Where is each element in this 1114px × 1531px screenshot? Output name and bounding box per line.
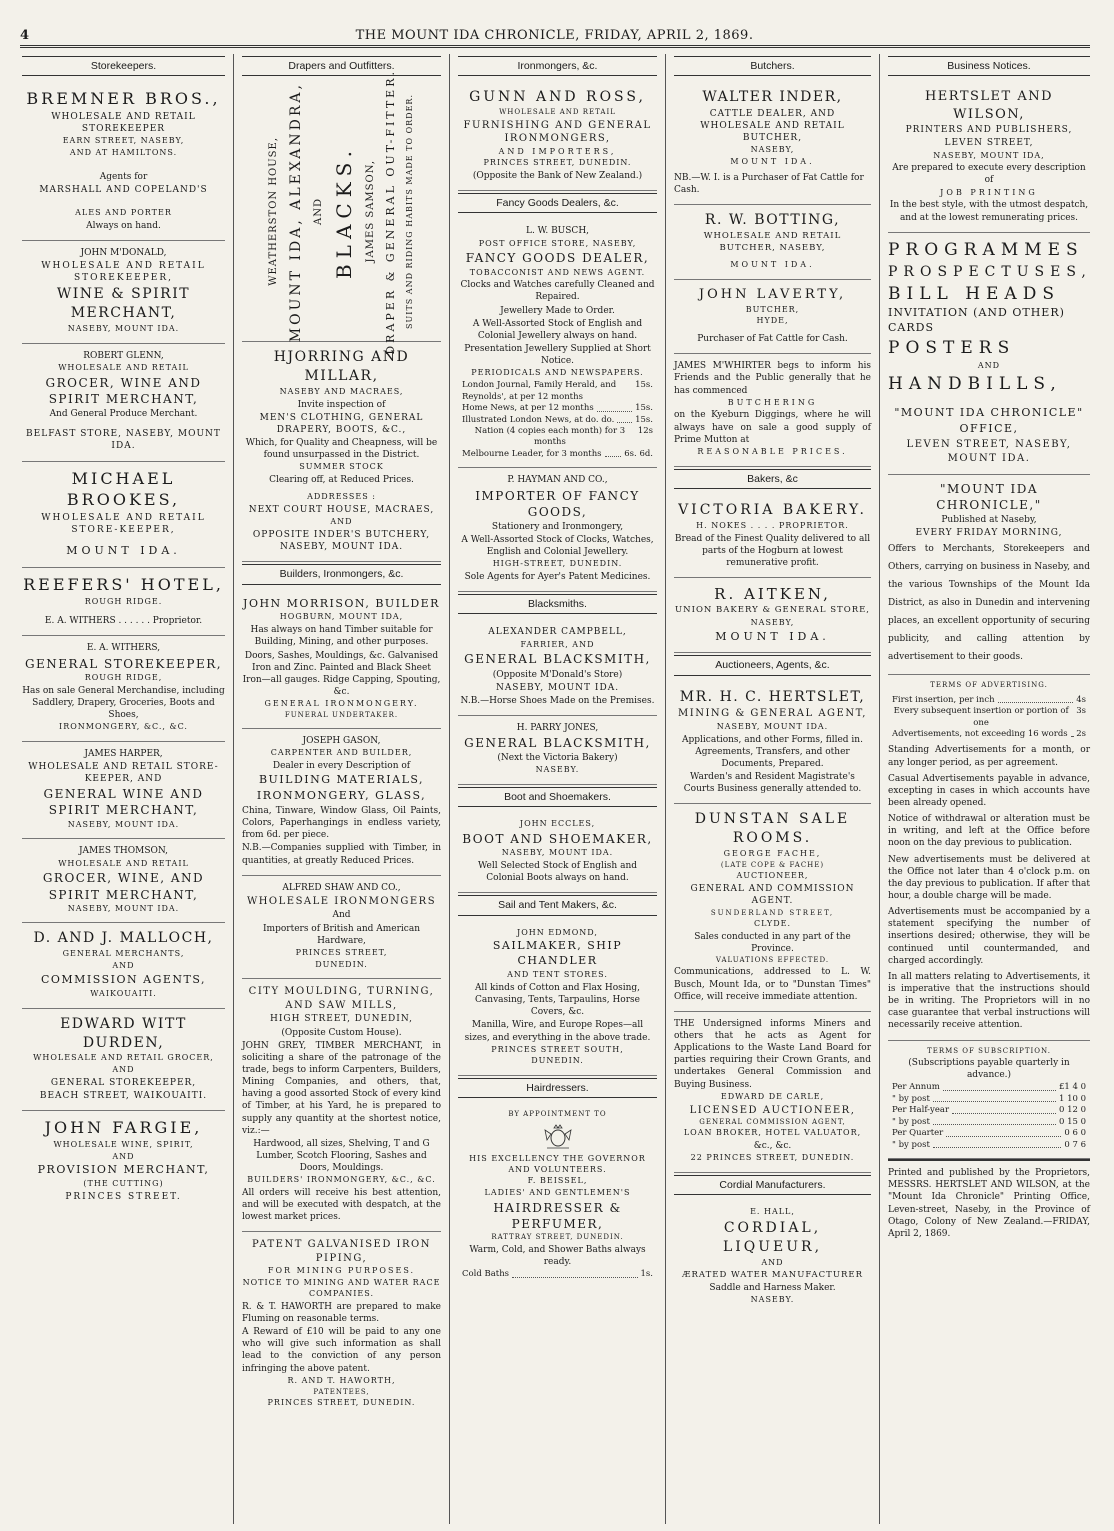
price-line: Per Annum £1 4 0 bbox=[892, 1082, 1086, 1093]
ad-durden: EDWARD WITT DURDEN, WHOLESALE AND RETAIL GROCER, AND GENERAL STOREKEEPER, BEACH STREET, WAIKOUAITI. bbox=[22, 1009, 225, 1112]
price-line: " by post 0 15 0 bbox=[892, 1116, 1086, 1127]
price-line: Melbourne Leader, for 3 months 6s. 6d. bbox=[462, 448, 653, 459]
section-heading: Butchers. bbox=[674, 56, 871, 76]
newspaper-title: THE MOUNT IDA CHRONICLE, FRIDAY, APRIL 2, 1869. bbox=[355, 28, 754, 43]
columns bbox=[14, 54, 1098, 1524]
page-number: 4 bbox=[20, 28, 30, 43]
ad-mwhirter: JAMES M'WHIRTER begs to inform his Friends and the Public generally that he has commenced BUTCHERING on the Kyeburn Diggings, where he will always have on sale a good supply of Prime Mutton at REASONABLE PRICES. bbox=[674, 354, 871, 466]
price-line: Illustrated London News, at do. do. 15s. bbox=[462, 414, 653, 425]
ad-inder: WALTER INDER, CATTLE DEALER, AND WHOLESALE AND RETAIL BUTCHER, NASEBY, MOUNT IDA. NB.—W. I. is a Purchaser of Fat Cattle for Cash. bbox=[674, 82, 871, 205]
ad-bremner: BREMNER BROS., WHOLESALE AND RETAIL STOREKEEPER EARN STREET, NASEBY, AND AT HAMILTONS. Agents for MARSHALL AND COPELAND'S ALES AND PORTER Always on hand. bbox=[22, 82, 225, 241]
ad-victoria-bakery: VICTORIA BAKERY. H. NOKES . . . . PROPRIETOR. Bread of the Finest Quality delivered to all parts of the Hogburn at lowest remunerative profit. bbox=[674, 495, 871, 578]
column-drapers-builders bbox=[234, 54, 450, 1524]
ad-harper: JAMES HARPER, WHOLESALE AND RETAIL STORE-KEEPER, AND GENERAL WINE AND SPIRIT MERCHANT, NASEBY, MOUNT IDA. bbox=[22, 742, 225, 840]
ad-edmond: JOHN EDMOND, SAILMAKER, SHIP CHANDLER AND TENT STORES. All kinds of Cotton and Flax Hosing, Canvasing, Tents, Tarpaulins, Horse Covers, &c. Manilla, Wire, and Europe Ropes—all sizes, and everything in the above trade. PRINCES STREET SOUTH, DUNEDIN. bbox=[458, 922, 657, 1077]
ad-dunstan-sale-rooms: DUNSTAN SALE ROOMS. GEORGE FACHE, (LATE COPE & FACHE) AUCTIONEER, GENERAL AND COMMISSION AGENT. SUNDERLAND STREET, CLYDE. Sales conducted in any part of the Province. VALUATIONS EFFECTED. Communications, addressed to L. W. Busch, Mount Ida, or to "Dunstan Times" Office, will receive immediate attention. bbox=[674, 804, 871, 1011]
section-heading: Hairdressers. bbox=[458, 1078, 657, 1098]
ad-gason: JOSEPH GASON, CARPENTER AND BUILDER, Dealer in every Description of BUILDING MATERIALS, IRONMONGERY, GLASS, China, Tinware, Window Glass, Oil Paints, Colors, Paperhangings in endless variety, from 6d. per piece. N.B.—Companies supplied with Timber, in quantities, at greatly Reduced Prices. bbox=[242, 729, 441, 875]
section-heading: Ironmongers, &c. bbox=[458, 56, 657, 76]
ad-hall-cordial: E. HALL, CORDIAL, LIQUEUR, AND ÆRATED WATER MANUFACTURER Saddle and Harness Maker. NASEBY. bbox=[681, 1207, 864, 1305]
section-heading: Boot and Shoemakers. bbox=[458, 787, 657, 807]
price-line: Every subsequent insertion or portion of one 3s bbox=[893, 706, 1086, 728]
price-line: Home News, at per 12 months 15s. bbox=[462, 403, 653, 414]
ad-gunn-ross: GUNN AND ROSS, WHOLESALE AND RETAIL FURNISHING AND GENERAL IRONMONGERS, AND IMPORTERS, PRINCES STREET, DUNEDIN. (Opposite the Bank of New Zealand.) bbox=[458, 82, 657, 191]
ad-laverty: JOHN LAVERTY, BUTCHER, HYDE, Purchaser of Fat Cattle for Cash. bbox=[674, 280, 871, 354]
ad-haworth: PATENT GALVANISED IRON PIPING, FOR MINING PURPOSES. NOTICE TO MINING AND WATER RACE COMPANIES. R. & T. HAWORTH are prepared to make Fluming on reasonable terms. A Reward of £10 will be paid to any one who will give such information as shall lead to the conviction of any person infringing the above patent. R. AND T. HAWORTH, PATENTEES, PRINCES STREET, DUNEDIN. bbox=[242, 1239, 441, 1407]
printer-imprint: Printed and published by the Proprietors, MESSRS. HERTSLET AND WILSON, at the "Mount Ida Chronicle" Printing Office, Leven-street, Naseby, in the Province of Otago, Colony of New Zealand.—FRIDAY, April 2, 1869. bbox=[888, 1159, 1090, 1248]
ad-morrison: JOHN MORRISON, BUILDER HOGBURN, MOUNT IDA, Has always on hand Timber suitable for Building, Mining, and other purposes. Doors, Sashes, Mouldings, &c. Galvanised Iron and Zinc. Painted and Black Sheet Iron—all gauges. Ridge Capping, Spouting, &c. GENERAL IRONMONGERY. FUNERAL UNDERTAKER. bbox=[242, 591, 441, 730]
price-line: Advertisements, not exceeding 16 words 2s bbox=[892, 729, 1086, 740]
ad-city-mills: CITY MOULDING, TURNING, AND SAW MILLS, HIGH STREET, DUNEDIN, (Opposite Custom House). JOHN GREY, TIMBER MERCHANT, in soliciting a share of the patronage of the trade, begs to inform Carpenters, Builders, Mining Companies, and others, that, having a good assorted Stock of every kind of Timber, at his Yard, he is prepared to supply any quantity at the shortest notice, viz.:— Hardwood, all sizes, Shelving, T and G Lumber, Scotch Flooring, Sashes and Doors, Mouldings. BUILDERS' IRONMONGERY, &C., &C. All orders will receive his best attention, and will be executed with despatch, at the lowest market prices. bbox=[242, 979, 441, 1232]
section-heading: Cordial Manufacturers. bbox=[674, 1175, 871, 1195]
terms-of-subscription: TERMS OF SUBSCRIPTION. (Subscriptions payable quarterly in advance.) Per Annum £1 4 0 " by post 1 10 0 Per Half-year 0 12 0 " by post 0 15 0 Per Quarter 0 6 0 " by post 0 7 6 bbox=[888, 1041, 1090, 1160]
section-heading: Blacksmiths. bbox=[458, 594, 657, 614]
section-heading: Bakers, &c bbox=[674, 469, 871, 489]
price-line: " by post 1 10 0 bbox=[892, 1093, 1086, 1104]
price-line: Nation (4 copies each month) for 3 months 12s bbox=[474, 425, 653, 448]
ad-chronicle-offer: "MOUNT IDA CHRONICLE," Published at Naseby, EVERY FRIDAY MORNING, Offers to Merchants, Storekeepers and Others, carrying on business in Naseby, and the various Townships of the Mount Ida District, as also in Dunedin and intervening places, an excellent opportunity of securing publicity, and calling attention by advertisement to their goods. bbox=[888, 475, 1090, 676]
royal-crest-icon bbox=[541, 1124, 575, 1150]
ad-botting: R. W. BOTTING, WHOLESALE AND RETAIL BUTCHER, NASEBY, MOUNT IDA. bbox=[674, 205, 871, 280]
section-heading: Business Notices. bbox=[888, 56, 1090, 76]
ad-busch: L. W. BUSCH, POST OFFICE STORE, NASEBY, FANCY GOODS DEALER, TOBACCONIST AND NEWS AGENT. Clocks and Watches carefully Cleaned and Repaired. Jewellery Made to Order. A Well-Assorted Stock of English and Colonial Jewellery always on hand. Presentation Jewellery Supplied at Short Notice. PERIODICALS AND NEWSPAPERS. London Journal, Family Herald, and Reynolds', at per 12 months 15s. Home News, at per 12 months 15s. Illustrated London News, at do. do. 15s. Nation (4 copies each month) for 3 months 12s Melbourne Leader, for 3 months 6s. 6d. bbox=[458, 219, 657, 468]
column-ironmongers-misc bbox=[450, 54, 666, 1524]
section-heading: Fancy Goods Dealers, &c. bbox=[458, 193, 657, 213]
column-business-notices bbox=[880, 54, 1098, 1524]
ad-withers: E. A. WITHERS, GENERAL STOREKEEPER, ROUGH RIDGE, Has on sale General Merchandise, including Saddlery, Drapery, Groceries, Boots and Shoes, IRONMONGERY, &C., &C. bbox=[22, 636, 225, 741]
ad-malloch: D. AND J. MALLOCH, GENERAL MERCHANTS, AND COMMISSION AGENTS, WAIKOUAITI. bbox=[22, 923, 225, 1008]
ad-parry-jones: H. PARRY JONES, GENERAL BLACKSMITH, (Next the Victoria Bakery) NASEBY. bbox=[458, 716, 657, 785]
section-heading: Builders, Ironmongers, &c. bbox=[242, 564, 441, 584]
ad-thomson: JAMES THOMSON, WHOLESALE AND RETAIL GROCER, WINE, AND SPIRIT MERCHANT, NASEBY, MOUNT IDA. bbox=[22, 839, 225, 923]
ad-reefers-hotel: REEFERS' HOTEL, ROUGH RIDGE. E. A. WITHERS . . . . . . Proprietor. bbox=[22, 568, 225, 637]
terms-of-advertising: TERMS OF ADVERTISING. First insertion, per inch 4s Every subsequent insertion or portion of one 3s Advertisements, not exceeding 16 words 2s Standing Advertisements for a month, or any longer period, as per agreement. Casual Advertisements payable in advance, excepting in cases in which accounts have been already opened. Notice of withdrawal or alteration must be in writing, and left at the Office before noon on the day previous to publication. New advertisements must be delivered at the Office not later than 4 o'clock p.m. on the day previous to publication. If after that hour, a double charge will be made. Advertisements must be accompanied by a statement specifying the number of insertions desired; otherwise, they will be continued until countermanded, and charged accordingly. In all matters relating to Advertisements, it is imperative that the instructions should be in writing. The Proprietors will in no case guarantee that verbal instructions will necessarily receive attention. bbox=[888, 675, 1090, 1040]
ad-glenn: ROBERT GLENN, WHOLESALE AND RETAIL GROCER, WINE AND SPIRIT MERCHANT, And General Produce Merchant. BELFAST STORE, NASEBY, MOUNT IDA. bbox=[22, 344, 225, 462]
price-line: " by post 0 7 6 bbox=[892, 1139, 1086, 1150]
section-heading: Sail and Tent Makers, &c. bbox=[458, 895, 657, 915]
column-storekeepers bbox=[14, 54, 234, 1524]
masthead bbox=[20, 28, 1090, 48]
price-line: First insertion, per inch 4s bbox=[892, 694, 1086, 705]
ad-de-carle: THE Undersigned informs Miners and others that he acts as Agent for Applications to the Waste Land Board for parties requiring their Crown Grants, and undertakes General Commission and Buying Business. EDWARD DE CARLE, LICENSED AUCTIONEER, GENERAL COMMISSION AGENT, LOAN BROKER, HOTEL VALUATOR, &c., &c. 22 PRINCES STREET, DUNEDIN. bbox=[674, 1012, 871, 1173]
ad-beissel: BY APPOINTMENT TO HIS EXCELLENCY THE GOVERNOR AND VOLUNTEERS. F. BEISSEL, LADIES' AND GENTLEMEN'S HAIRDRESSER & PERFUMER, RATTRAY STREET, DUNEDIN. Warm, Cold, and Shower Baths always ready. Cold Baths 1s. bbox=[458, 1104, 657, 1287]
ad-job-printing-list: PROGRAMMES PROSPECTUSES, BILL HEADS INVITATION (AND OTHER) CARDS POSTERS AND HANDBILLS, "MOUNT IDA CHRONICLE" OFFICE, LEVEN STREET, NASEBY, MOUNT IDA. bbox=[888, 233, 1090, 475]
ad-mdonald: JOHN M'DONALD, WHOLESALE AND RETAIL STOREKEEPER, WINE & SPIRIT MERCHANT, NASEBY, MOUNT IDA. bbox=[22, 241, 225, 344]
column-butchers-auctioneers bbox=[666, 54, 880, 1524]
price-line: Cold Baths 1s. bbox=[462, 1269, 653, 1280]
ad-fargie: JOHN FARGIE, WHOLESALE WINE, SPIRIT, AND PROVISION MERCHANT, (THE CUTTING) PRINCES STREET. bbox=[37, 1118, 210, 1203]
section-heading: Drapers and Outfitters. bbox=[242, 56, 441, 76]
ad-aitken: R. AITKEN, UNION BAKERY & GENERAL STORE, NASEBY, MOUNT IDA. bbox=[674, 578, 871, 653]
ad-printers: HERTSLET AND WILSON, PRINTERS AND PUBLISHERS, LEVEN STREET, NASEBY, MOUNT IDA, Are prepared to execute every description of JOB PRINTING In the best style, with the utmost despatch, and at the lowest remunerating prices. bbox=[888, 82, 1090, 233]
ad-hjorring: HJORRING AND MILLAR, NASEBY AND MACRAES, Invite inspection of MEN'S CLOTHING, GENERAL DRAPERY, BOOTS, &C., Which, for Quality and Cheapness, will be found unsurpassed in the District. SUMMER STOCK Clearing off, at Reduced Prices. ADDRESSES : NEXT COURT HOUSE, MACRAES, AND OPPOSITE INDER'S BUTCHERY, NASEBY, MOUNT IDA. bbox=[242, 342, 441, 562]
price-line: London Journal, Family Herald, and Reynolds', at per 12 months 15s. bbox=[462, 380, 653, 402]
ad-eccles: JOHN ECCLES, BOOT AND SHOEMAKER, NASEBY, MOUNT IDA. Well Selected Stock of English and Colonial Boots always on hand. bbox=[458, 813, 657, 893]
ad-shaw: ALFRED SHAW AND CO., WHOLESALE IRONMONGERS And Importers of British and American Hardware, PRINCES STREET, DUNEDIN. bbox=[242, 876, 441, 980]
ad-brookes: MICHAEL BROOKES, WHOLESALE AND RETAIL STORE-KEEPER, MOUNT IDA. bbox=[22, 462, 225, 568]
ad-campbell: ALEXANDER CAMPBELL, FARRIER, AND GENERAL BLACKSMITH, (Opposite M'Donald's Store) NASEBY, MOUNT IDA. N.B.—Horse Shoes Made on the Premises. bbox=[458, 620, 657, 716]
ad-hertslet-agent: MR. H. C. HERTSLET, MINING & GENERAL AGENT, NASEBY, MOUNT IDA. Applications, and other Forms, filled in. Agreements, Transfers, and other Documents, Prepared. Warden's and Resident Magistrate's Courts Business generally attended to. bbox=[674, 682, 871, 805]
section-heading: Storekeepers. bbox=[22, 56, 225, 76]
price-line: Per Half-year 0 12 0 bbox=[892, 1105, 1086, 1116]
ad-samson-rotated: WEATHERSTON HOUSE, MOUNT IDA, ALEXANDRA, AND BLACKS. JAMES SAMSON, DRAPER & GENERAL OUT-FITTER. SUITS AND RIDING HABITS MADE TO ORDER. bbox=[242, 82, 441, 342]
price-line: Per Quarter 0 6 0 bbox=[892, 1128, 1086, 1139]
ad-hayman: P. HAYMAN AND CO., IMPORTER OF FANCY GOODS, Stationery and Ironmongery, A Well-Assorted Stock of Clocks, Watches, English and Colonial Jewellery. HIGH-STREET, DUNEDIN. Sole Agents for Ayer's Patent Medicines. bbox=[458, 468, 657, 592]
section-heading: Auctioneers, Agents, &c. bbox=[674, 655, 871, 675]
